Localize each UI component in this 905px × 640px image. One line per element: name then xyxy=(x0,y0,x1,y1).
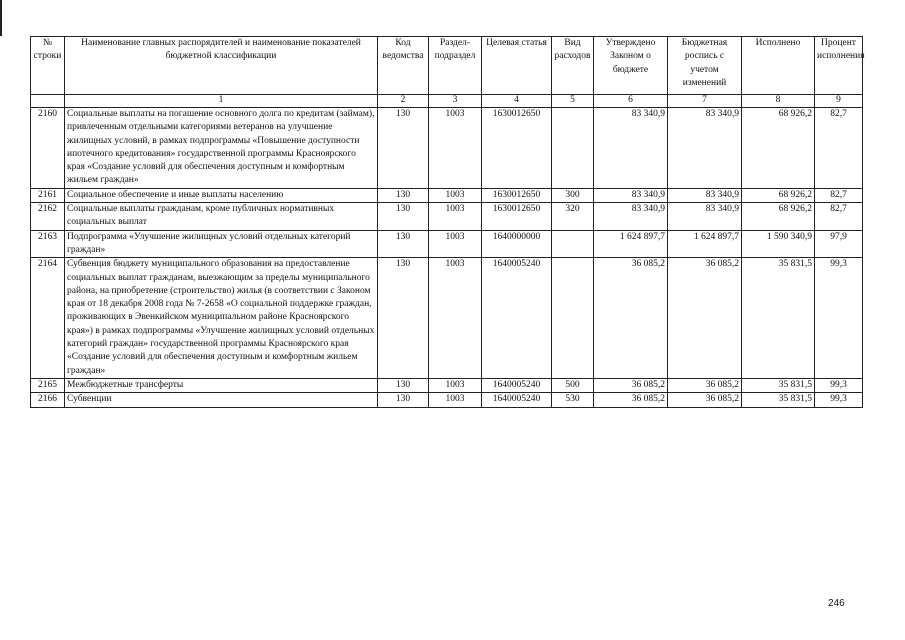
header-name: Наименование главных распорядителей и наименование показателей бюджетной классификации xyxy=(65,37,378,95)
table-row xyxy=(31,378,863,392)
column-number: 7 xyxy=(668,95,742,108)
header-row-number: № строки xyxy=(31,37,65,95)
row-target-article: 1640005240 xyxy=(482,378,552,392)
row-percent: 99,3 xyxy=(815,258,863,379)
row-budget-schedule: 83 340,9 xyxy=(668,188,742,202)
row-name: Социальные выплаты гражданам, кроме публичных нормативных социальных выплат xyxy=(65,203,378,231)
row-name: Социальное обеспечение и иные выплаты населению xyxy=(65,188,378,202)
row-expense-type xyxy=(552,258,594,379)
row-expense-type: 300 xyxy=(552,188,594,202)
row-department-code: 130 xyxy=(378,378,429,392)
row-percent: 82,7 xyxy=(815,188,863,202)
row-target-article: 1640005240 xyxy=(482,393,552,407)
budget-table xyxy=(30,36,863,408)
header-expense-type: Вид расходов xyxy=(552,37,594,95)
row-name: Субвенция бюджету муниципального образования на предоставление социальных выплат гражданам, выезжающим за пределы муниципального района, на приобретение (строительство) жилья (в соответствии с Законом края от 18 декабря 2008 года № 7-2658 «О социальной поддержке граждан, проживающих в Эвенкийском муниципальном районе Красноярского края») в рамках подпрограммы «Улучшение жилищных условий отдельных категорий граждан» государственной программы Красноярского края «Создание условий для обеспечения доступным и комфортным жильем граждан» xyxy=(65,258,378,379)
table-row xyxy=(31,258,863,379)
column-number: 5 xyxy=(552,95,594,108)
row-executed: 35 831,5 xyxy=(742,258,815,379)
page-edge-rule xyxy=(0,0,2,36)
row-target-article: 1640000000 xyxy=(482,230,552,258)
row-approved: 36 085,2 xyxy=(594,258,668,379)
row-budget-schedule: 36 085,2 xyxy=(668,378,742,392)
row-budget-schedule: 36 085,2 xyxy=(668,258,742,379)
row-executed: 68 926,2 xyxy=(742,188,815,202)
row-executed: 68 926,2 xyxy=(742,203,815,231)
table-row xyxy=(31,230,863,258)
row-approved: 1 624 897,7 xyxy=(594,230,668,258)
row-budget-schedule: 83 340,9 xyxy=(668,108,742,189)
row-percent: 97,9 xyxy=(815,230,863,258)
row-department-code: 130 xyxy=(378,393,429,407)
header-approved: Утверждено Законом о бюджете xyxy=(594,37,668,95)
row-department-code: 130 xyxy=(378,230,429,258)
table-row xyxy=(31,108,863,189)
row-approved: 36 085,2 xyxy=(594,378,668,392)
row-section: 1003 xyxy=(429,203,482,231)
table-row xyxy=(31,393,863,407)
row-section: 1003 xyxy=(429,188,482,202)
row-name: Социальные выплаты на погашение основного долга по кредитам (займам), привлеченным отдельными категориями ветеранов на улучшение жилищных условий, в рамках подпрограммы «Повышение доступности ипотечного кредитования» государственной программы Красноярского края «Создание условий для обеспечения доступным и комфортным жильем граждан» xyxy=(65,108,378,189)
row-expense-type xyxy=(552,230,594,258)
row-department-code: 130 xyxy=(378,188,429,202)
page-number: 246 xyxy=(828,598,845,609)
row-percent: 82,7 xyxy=(815,108,863,189)
row-department-code: 130 xyxy=(378,203,429,231)
row-approved: 83 340,9 xyxy=(594,203,668,231)
row-target-article: 1630012650 xyxy=(482,203,552,231)
row-percent: 99,3 xyxy=(815,378,863,392)
column-number: 6 xyxy=(594,95,668,108)
row-department-code: 130 xyxy=(378,108,429,189)
column-number: 9 xyxy=(815,95,863,108)
row-number: 2165 xyxy=(31,378,65,392)
row-name: Субвенции xyxy=(65,393,378,407)
row-approved: 83 340,9 xyxy=(594,108,668,189)
table-row xyxy=(31,203,863,231)
header-target-article: Целевая статья xyxy=(482,37,552,95)
row-approved: 36 085,2 xyxy=(594,393,668,407)
row-number: 2166 xyxy=(31,393,65,407)
table-body xyxy=(31,95,863,408)
row-name: Подпрограмма «Улучшение жилищных условий отдельных категорий граждан» xyxy=(65,230,378,258)
header-executed: Исполнено xyxy=(742,37,815,95)
column-number: 2 xyxy=(378,95,429,108)
row-budget-schedule: 1 624 897,7 xyxy=(668,230,742,258)
column-number: 1 xyxy=(65,95,378,108)
row-approved: 83 340,9 xyxy=(594,188,668,202)
row-number: 2160 xyxy=(31,108,65,189)
column-number: 8 xyxy=(742,95,815,108)
row-target-article: 1640005240 xyxy=(482,258,552,379)
column-number-row xyxy=(31,95,863,108)
table-row xyxy=(31,188,863,202)
column-number: 3 xyxy=(429,95,482,108)
header-budget-schedule: Бюджетная роспись с учетом изменений xyxy=(668,37,742,95)
row-expense-type: 500 xyxy=(552,378,594,392)
row-section: 1003 xyxy=(429,108,482,189)
table-header-row xyxy=(31,37,863,95)
row-executed: 1 590 340,9 xyxy=(742,230,815,258)
row-percent: 82,7 xyxy=(815,203,863,231)
header-percent: Процент исполнения xyxy=(815,37,863,95)
row-section: 1003 xyxy=(429,378,482,392)
row-number: 2161 xyxy=(31,188,65,202)
row-target-article: 1630012650 xyxy=(482,108,552,189)
row-number: 2162 xyxy=(31,203,65,231)
row-expense-type: 530 xyxy=(552,393,594,407)
row-executed: 68 926,2 xyxy=(742,108,815,189)
row-executed: 35 831,5 xyxy=(742,378,815,392)
row-target-article: 1630012650 xyxy=(482,188,552,202)
column-number: 4 xyxy=(482,95,552,108)
row-department-code: 130 xyxy=(378,258,429,379)
row-section: 1003 xyxy=(429,230,482,258)
row-expense-type: 320 xyxy=(552,203,594,231)
row-section: 1003 xyxy=(429,258,482,379)
row-budget-schedule: 36 085,2 xyxy=(668,393,742,407)
row-name: Межбюджетные трансферты xyxy=(65,378,378,392)
row-executed: 35 831,5 xyxy=(742,393,815,407)
row-percent: 99,3 xyxy=(815,393,863,407)
row-expense-type xyxy=(552,108,594,189)
row-section: 1003 xyxy=(429,393,482,407)
header-department-code: Код ведомства xyxy=(378,37,429,95)
row-budget-schedule: 83 340,9 xyxy=(668,203,742,231)
column-number xyxy=(31,95,65,108)
row-number: 2164 xyxy=(31,258,65,379)
row-number: 2163 xyxy=(31,230,65,258)
header-section: Раздел-подраздел xyxy=(429,37,482,95)
